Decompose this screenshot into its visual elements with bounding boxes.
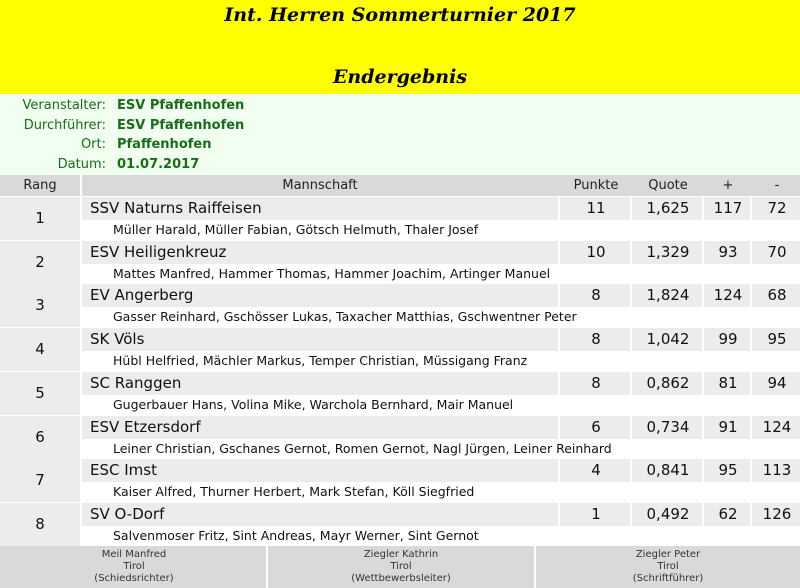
table-row: [0, 241, 800, 285]
date-row: [0, 155, 800, 174]
rank-cell: [0, 459, 80, 502]
cell-divider: [750, 372, 752, 395]
team-plus: 117: [713, 199, 743, 217]
team-ratio: 1,042: [646, 330, 690, 348]
rank-cell: [0, 503, 80, 546]
referee-region: Tirol: [123, 561, 145, 572]
rank-number: 6: [35, 428, 45, 446]
event-info: [0, 94, 800, 175]
table-row: [0, 328, 800, 372]
team-name: EV Angerberg: [90, 286, 194, 304]
col-minus-header: -: [774, 178, 780, 193]
team-ratio: 0,841: [646, 461, 690, 479]
team-players: Mattes Manfred, Hammer Thomas, Hammer Joachim, Artinger Manuel: [113, 266, 551, 281]
rank-cell: [0, 372, 80, 415]
team-ratio: 1,329: [646, 243, 690, 261]
team-minus: 124: [762, 418, 792, 436]
referee-role: (Schiedsrichter): [94, 573, 174, 584]
col-points-header: Punkte: [573, 178, 619, 193]
team-plus: 95: [718, 461, 738, 479]
location-label: Ort:: [80, 137, 106, 152]
table-row: [0, 459, 800, 503]
rank-number: 3: [35, 296, 45, 314]
signature-secretary: [536, 549, 800, 585]
team-points: 11: [586, 199, 606, 217]
team-minus: 94: [767, 374, 787, 392]
rank-cell: [0, 328, 80, 371]
team-name: SC Ranggen: [90, 374, 182, 392]
cell-divider: [558, 372, 560, 395]
signature-referee: [0, 549, 268, 585]
team-minus: 113: [762, 461, 792, 479]
rank-cell: [0, 416, 80, 459]
table-row: [0, 197, 800, 241]
cell-divider: [558, 241, 560, 264]
signature-competition-director: [268, 549, 534, 585]
cell-divider: [630, 459, 632, 482]
secretary-region: Tirol: [657, 561, 679, 572]
organizer-value: ESV Pfaffenhofen: [117, 98, 245, 113]
rank-number: 7: [35, 471, 45, 489]
location-row: [0, 135, 800, 154]
cell-divider: [750, 197, 752, 220]
cell-divider: [702, 284, 704, 307]
team-players: Kaiser Alfred, Thurner Herbert, Mark Stefan, Köll Siegfried: [113, 484, 475, 499]
signature-footer: [0, 546, 800, 588]
team-plus: 99: [718, 330, 738, 348]
cell-divider: [630, 372, 632, 395]
rank-number: 5: [35, 384, 45, 402]
cell-divider: [630, 284, 632, 307]
team-name: ESV Heiligenkreuz: [90, 243, 227, 261]
referee-name: Meil Manfred: [101, 549, 167, 560]
table-row: [0, 284, 800, 328]
cell-divider: [750, 416, 752, 439]
team-ratio: 1,824: [646, 286, 690, 304]
cell-divider: [702, 459, 704, 482]
team-ratio: 0,734: [646, 418, 690, 436]
team-points: 8: [591, 330, 601, 348]
cell-divider: [630, 416, 632, 439]
cell-divider: [702, 328, 704, 351]
host-value: ESV Pfaffenhofen: [117, 118, 245, 133]
location-value: Pfaffenhofen: [117, 137, 212, 152]
team-plus: 91: [718, 418, 738, 436]
host-row: [0, 116, 800, 135]
team-plus: 93: [718, 243, 738, 261]
team-points: 4: [591, 461, 601, 479]
team-points: 1: [591, 505, 601, 523]
col-ratio-header: Quote: [648, 178, 688, 193]
cell-divider: [702, 241, 704, 264]
team-minus: 95: [767, 330, 787, 348]
cell-divider: [702, 372, 704, 395]
team-players: Leiner Christian, Gschanes Gernot, Romen Gernot, Nagl Jürgen, Leiner Reinhard: [113, 441, 612, 456]
col-rank-header: Rang: [23, 178, 57, 193]
cell-divider: [750, 284, 752, 307]
cell-divider: [750, 503, 752, 526]
team-players: Gasser Reinhard, Gschösser Lukas, Taxacher Matthias, Gschwentner Peter: [113, 309, 577, 324]
cell-divider: [750, 459, 752, 482]
team-players: Müller Harald, Müller Fabian, Götsch Helmuth, Thaler Josef: [113, 222, 479, 237]
host-label: Durchführer:: [23, 118, 106, 133]
rank-cell: [0, 241, 80, 284]
team-name: ESC Imst: [90, 461, 157, 479]
team-plus: 81: [718, 374, 738, 392]
date-label: Datum:: [57, 157, 106, 172]
team-points: 8: [591, 374, 601, 392]
team-name: SV O-Dorf: [90, 505, 165, 523]
team-minus: 70: [767, 243, 787, 261]
secretary-role: (Schriftführer): [632, 573, 704, 584]
team-plus: 62: [718, 505, 738, 523]
team-points: 8: [591, 286, 601, 304]
cell-divider: [702, 416, 704, 439]
team-name: SK Völs: [90, 330, 145, 348]
cell-divider: [558, 284, 560, 307]
cell-divider: [558, 503, 560, 526]
cell-divider: [750, 328, 752, 351]
col-plus-header: +: [722, 178, 734, 193]
team-points: 6: [591, 418, 601, 436]
rank-number: 1: [35, 209, 45, 227]
cell-divider: [558, 459, 560, 482]
director-name: Ziegler Kathrin: [363, 549, 439, 560]
secretary-name: Ziegler Peter: [635, 549, 701, 560]
team-plus: 124: [713, 286, 743, 304]
rank-number: 8: [35, 515, 45, 533]
rank-cell: [0, 284, 80, 327]
table-row: [0, 416, 800, 460]
rank-cell: [0, 197, 80, 240]
title-banner: [0, 0, 800, 94]
table-row: [0, 503, 800, 547]
cell-divider: [630, 241, 632, 264]
team-ratio: 0,492: [646, 505, 690, 523]
team-ratio: 1,625: [646, 199, 690, 217]
organizer-label: Veranstalter:: [22, 98, 106, 113]
team-players: Gugerbauer Hans, Volina Mike, Warchola Bernhard, Mair Manuel: [113, 397, 514, 412]
cell-divider: [702, 197, 704, 220]
tournament-title: Int. Herren Sommerturnier 2017: [224, 4, 576, 26]
director-role: (Wettbewerbsleiter): [351, 573, 451, 584]
col-team-header: Mannschaft: [282, 178, 358, 193]
team-players: Salvenmoser Fritz, Sint Andreas, Mayr Werner, Sint Gernot: [113, 528, 479, 543]
table-row: [0, 372, 800, 416]
team-minus: 72: [767, 199, 787, 217]
team-ratio: 0,862: [646, 374, 690, 392]
team-minus: 126: [762, 505, 792, 523]
date-value: 01.07.2017: [117, 157, 200, 172]
cell-divider: [630, 503, 632, 526]
results-subtitle: Endergebnis: [332, 66, 468, 88]
cell-divider: [558, 328, 560, 351]
team-points: 10: [586, 243, 606, 261]
team-name: ESV Etzersdorf: [90, 418, 201, 436]
cell-divider: [702, 503, 704, 526]
organizer-row: [0, 96, 800, 115]
cell-divider: [630, 328, 632, 351]
cell-divider: [630, 197, 632, 220]
team-name: SSV Naturns Raiffeisen: [90, 199, 262, 217]
team-minus: 68: [767, 286, 787, 304]
cell-divider: [558, 197, 560, 220]
cell-divider: [750, 241, 752, 264]
team-players: Hübl Helfried, Mächler Markus, Temper Christian, Müssigang Franz: [113, 353, 528, 368]
director-region: Tirol: [390, 561, 412, 572]
rank-number: 2: [35, 253, 45, 271]
table-header: [0, 175, 800, 196]
rank-number: 4: [35, 340, 45, 358]
cell-divider: [558, 416, 560, 439]
